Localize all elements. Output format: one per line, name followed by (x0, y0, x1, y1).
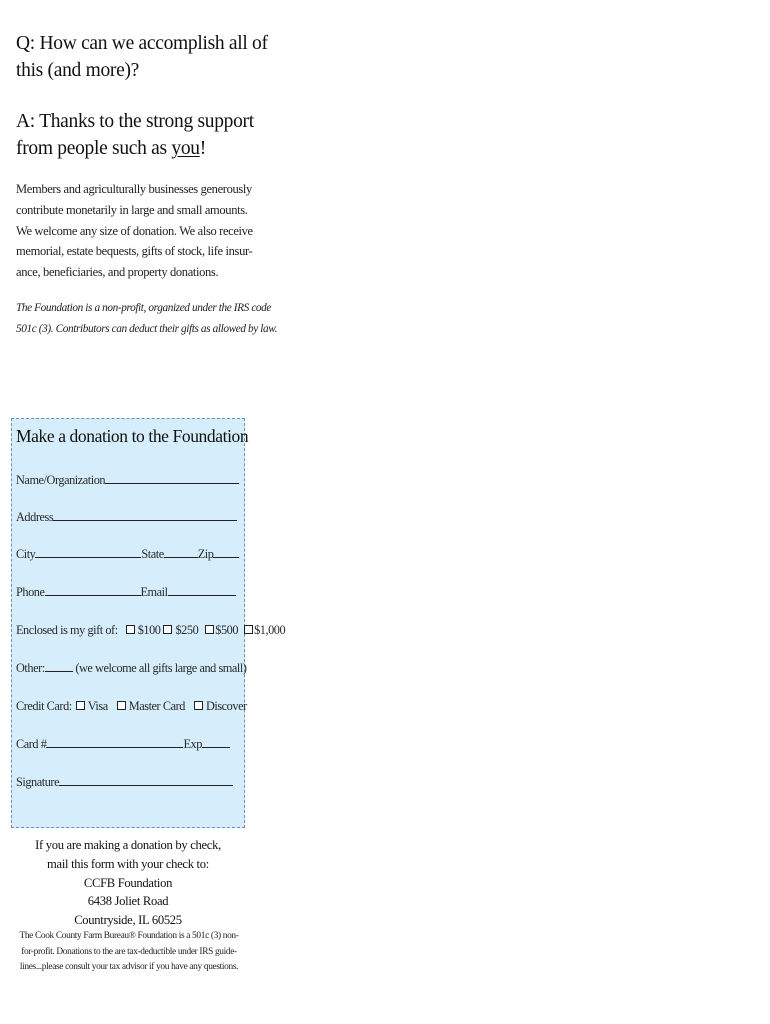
gift-1000-checkbox[interactable] (244, 625, 253, 634)
discover-checkbox[interactable] (194, 701, 203, 710)
email-input-line[interactable] (168, 584, 236, 596)
question-heading (16, 30, 268, 84)
signature-label: Signature (16, 775, 60, 789)
gift-amount-field (16, 622, 285, 638)
name-label: Name/Organization (16, 473, 106, 487)
mailing-instructions (0, 836, 256, 930)
gift-label: Enclosed is my gift of: (16, 623, 118, 637)
signature-field (16, 774, 233, 790)
gift-option: $500 (215, 623, 239, 637)
gift-option: $1,000 (254, 623, 286, 637)
city-state-zip-field (16, 546, 239, 562)
name-input-line[interactable] (105, 472, 239, 484)
intro-line: contribute monetarily in large and small amounts. (16, 202, 248, 217)
email-label: Email (140, 585, 168, 599)
address-field (16, 509, 237, 525)
other-amount-field (16, 660, 247, 676)
credit-card-label: Credit Card: (16, 699, 72, 713)
signature-input-line[interactable] (59, 774, 233, 786)
visa-checkbox[interactable] (76, 701, 85, 710)
state-label: State (141, 547, 164, 561)
mailing-street: 6438 Joliet Road (87, 894, 169, 909)
exp-input-line[interactable] (202, 736, 230, 748)
card-option: Master Card (128, 699, 185, 713)
exp-label: Exp (183, 737, 202, 751)
address-input-line[interactable] (53, 509, 237, 521)
answer-emphasis-you: you (171, 138, 200, 159)
tax-fine-print (6, 929, 252, 976)
other-input-line[interactable] (45, 660, 73, 672)
credit-card-field (16, 698, 247, 714)
question-line-2: this (and more)? (16, 60, 139, 81)
intro-line: We welcome any size of donation. We also receive (16, 223, 253, 238)
answer-line-2-suffix: ! (199, 138, 206, 159)
mailing-city: Countryside, IL 60525 (74, 913, 182, 928)
irs-note-line: The Foundation is a non-profit, organized under the IRS code (16, 302, 272, 314)
intro-line: memorial, estate bequests, gifts of stock, life insur- (16, 244, 253, 259)
zip-label: Zip (197, 547, 214, 561)
card-number-label: Card # (16, 737, 47, 751)
gift-option: $250 (175, 623, 199, 637)
city-label: City (16, 547, 36, 561)
gift-500-checkbox[interactable] (205, 625, 214, 634)
mastercard-checkbox[interactable] (117, 701, 126, 710)
answer-line-2-prefix: from people such as (16, 138, 172, 159)
form-title: Make a donation to the Foundation (16, 426, 249, 446)
city-input-line[interactable] (35, 546, 141, 558)
gift-option: $100 (137, 623, 161, 637)
answer-line-1: A: Thanks to the strong support (16, 111, 254, 132)
card-number-input-line[interactable] (46, 736, 183, 748)
gift-100-checkbox[interactable] (126, 625, 135, 634)
irs-note-line: 501c (3). Contributors can deduct their gifts as allowed by law. (16, 322, 277, 335)
address-label: Address (16, 510, 54, 524)
mailing-org: CCFB Foundation (83, 875, 173, 890)
intro-line: ance, beneficiaries, and property donations. (16, 265, 219, 280)
answer-line-2 (16, 135, 254, 162)
card-option: Visa (87, 699, 108, 713)
question-line-1: Q: How can we accomplish all of (16, 33, 268, 54)
answer-heading (16, 108, 254, 162)
mailing-line-2: mail this form with your check to: (47, 856, 209, 871)
fine-print-line: The Cook County Farm Bureau® Foundation is a 501c (3) non- (19, 931, 239, 941)
other-note: (we welcome all gifts large and small) (72, 661, 247, 675)
mailing-line-1: If you are making a donation by check, (35, 838, 221, 852)
irs-note (16, 298, 277, 339)
zip-input-line[interactable] (213, 546, 239, 558)
intro-paragraph (16, 179, 253, 283)
phone-input-line[interactable] (45, 584, 141, 596)
fine-print-line: lines...please consult your tax advisor if you have any questions. (19, 962, 239, 973)
intro-line: Members and agriculturally businesses generously (16, 182, 252, 196)
fine-print-line: for-profit. Donations to the are tax-deductible under IRS guide- (21, 946, 237, 957)
card-number-field (16, 736, 230, 752)
other-label: Other: (16, 661, 45, 675)
name-field (16, 472, 239, 488)
card-option: Discover (205, 699, 247, 713)
gift-250-checkbox[interactable] (163, 625, 172, 634)
state-input-line[interactable] (164, 546, 198, 558)
phone-label: Phone (16, 585, 45, 599)
phone-email-field (16, 584, 236, 600)
